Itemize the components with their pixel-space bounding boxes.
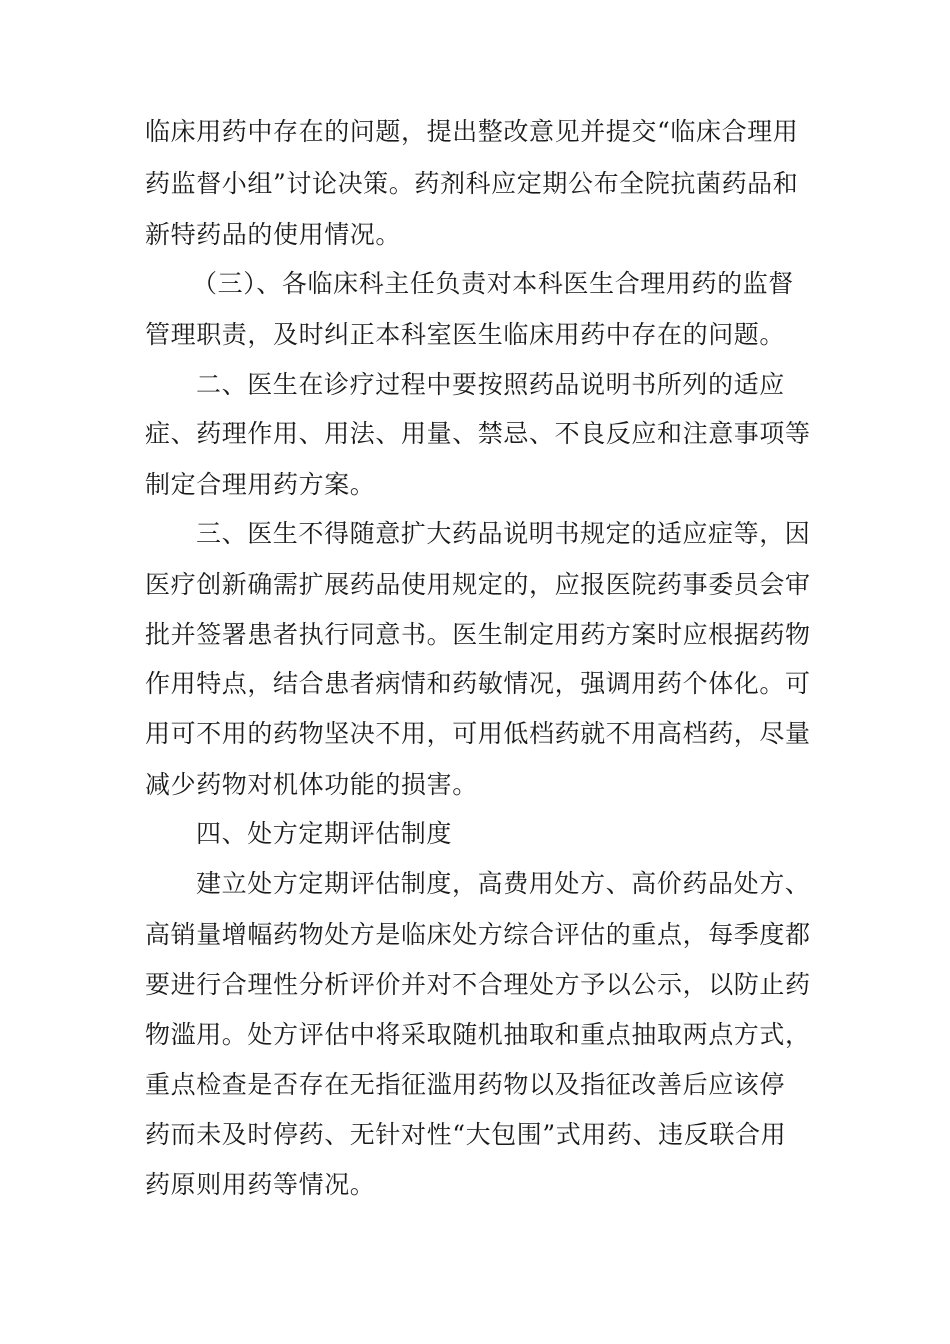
text-line: 重点检查是否存在无指征滥用药物以及指征改善后应该停	[145, 1070, 786, 1099]
text-line: 用可不用的药物坚决不用，可用低档药就不用高档药，尽量	[145, 719, 811, 748]
text-line: 临床用药中存在的问题，提出整改意见并提交“临床合理用	[145, 117, 799, 146]
text-line: 建立处方定期评估制度，高费用处方、高价药品处方、	[196, 869, 811, 898]
text-line: 药而未及时停药、无针对性“大包围”式用药、违反联合用	[145, 1120, 787, 1149]
text-line: 物滥用。处方评估中将采取随机抽取和重点抽取两点方式，	[145, 1020, 811, 1049]
text-line: 作用特点，结合患者病情和药敏情况，强调用药个体化。可	[145, 669, 811, 698]
text-line: （三）、各临床科主任负责对本科医生合理用药的监督	[192, 269, 794, 298]
text-line: 药监督小组”讨论决策。药剂科应定期公布全院抗菌药品和	[145, 169, 799, 198]
text-line: 新特药品的使用情况。	[145, 220, 402, 249]
text-line: 制定合理用药方案。	[145, 470, 376, 499]
text-line: 要进行合理性分析评价并对不合理处方予以公示，以防止药	[145, 970, 811, 999]
text-line: 二、医生在诊疗过程中要按照药品说明书所列的适应	[196, 370, 785, 399]
text-line: 症、药理作用、用法、用量、禁忌、不良反应和注意事项等	[145, 419, 811, 448]
text-line: 管理职责，及时纠正本科室医生临床用药中存在的问题。	[145, 320, 786, 349]
text-line: 三、医生不得随意扩大药品说明书规定的适应症等，因	[196, 519, 811, 548]
text-line: 药原则用药等情况。	[145, 1170, 376, 1199]
text-line: 医疗创新确需扩展药品使用规定的，应报医院药事委员会审	[145, 570, 811, 599]
text-line: 高销量增幅药物处方是临床处方综合评估的重点，每季度都	[145, 920, 811, 949]
text-line: 减少药物对机体功能的损害。	[145, 770, 478, 799]
text-line: 四、处方定期评估制度	[196, 819, 453, 848]
text-line: 批并签署患者执行同意书。医生制定用药方案时应根据药物	[145, 620, 811, 649]
